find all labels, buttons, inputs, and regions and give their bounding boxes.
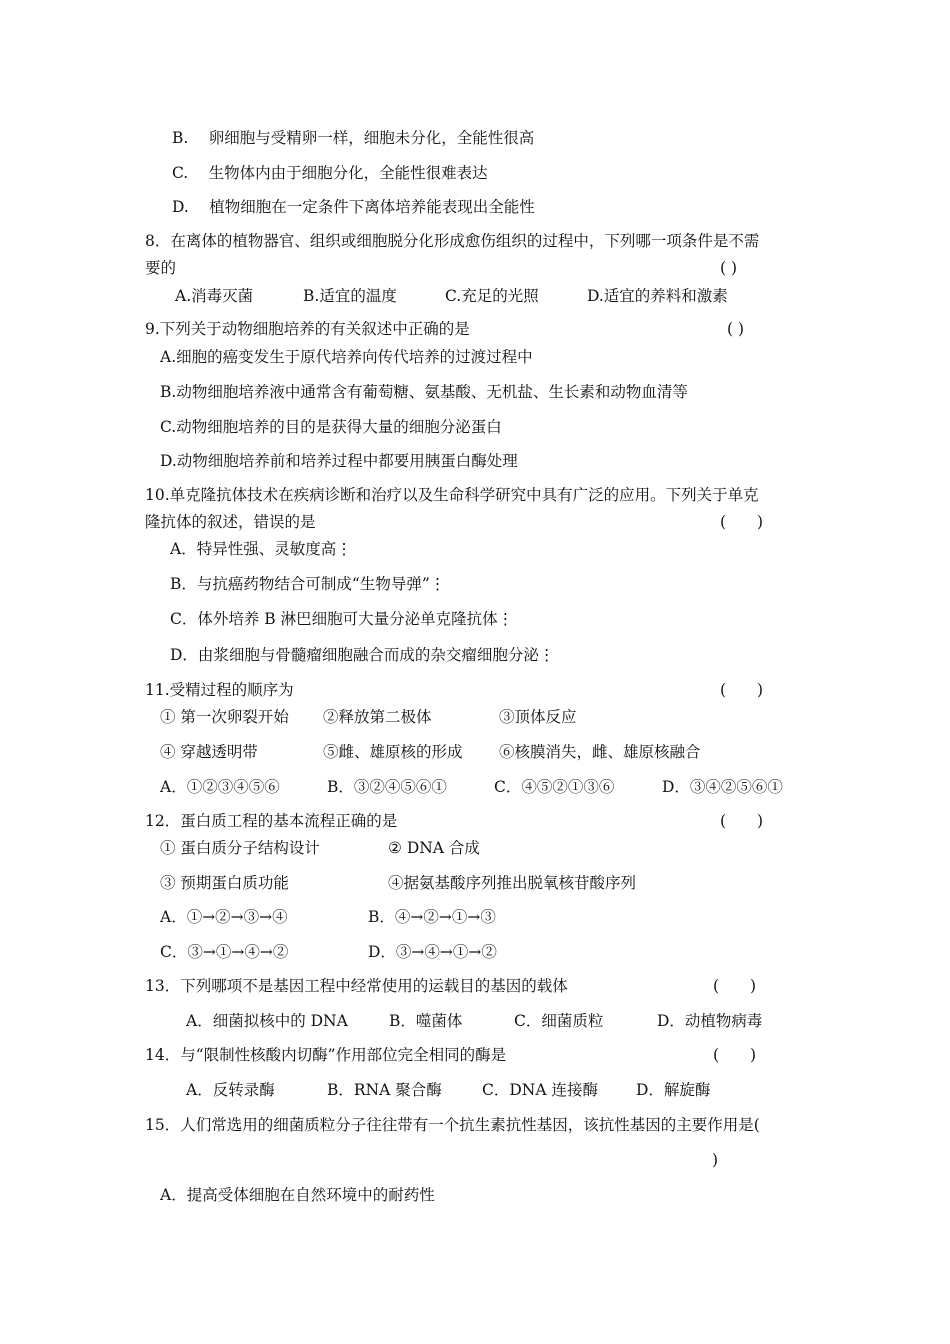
q9-option-a: A.细胞的癌变发生于原代培养向传代培养的过渡过程中 bbox=[160, 348, 533, 366]
q10-answer-paren: ( ) bbox=[720, 513, 764, 531]
q11-option-c: C．④⑤②①③⑥ bbox=[494, 778, 615, 796]
q11-stem: 11.受精过程的顺序为 bbox=[145, 681, 294, 699]
q11-step-3: ③顶体反应 bbox=[499, 708, 577, 726]
q10-stem-line1: 10.单克隆抗体技术在疾病诊断和治疗以及生命科学研究中具有广泛的应用。下列关于单克 bbox=[145, 486, 759, 504]
q14-option-b: B．RNA 聚合酶 bbox=[327, 1081, 442, 1099]
q15-option-a: A．提高受体细胞在自然环境中的耐药性 bbox=[160, 1186, 435, 1204]
q9-stem: 9.下列关于动物细胞培养的有关叙述中正确的是 bbox=[145, 320, 470, 338]
q7-option-c: C. 生物体内由于细胞分化，全能性很难表达 bbox=[172, 164, 488, 182]
q15-answer-paren-close: ) bbox=[712, 1151, 719, 1169]
q8-option-c: C.充足的光照 bbox=[445, 287, 539, 305]
q13-option-b: B．噬菌体 bbox=[389, 1012, 463, 1030]
q12-option-a: A．①→②→③→④ bbox=[160, 908, 288, 926]
q12-step-2: ② DNA 合成 bbox=[388, 839, 480, 857]
q11-step-2: ②释放第二极体 bbox=[323, 708, 432, 726]
q14-answer-paren: ( ) bbox=[713, 1046, 757, 1064]
q10-option-a: A．特异性强、灵敏度高⋮ bbox=[170, 540, 352, 558]
q11-step-6: ⑥核膜消失，雌、雄原核融合 bbox=[499, 743, 701, 761]
q11-step-5: ⑤雌、雄原核的形成 bbox=[323, 743, 463, 761]
q9-option-d: D.动物细胞培养前和培养过程中都要用胰蛋白酶处理 bbox=[160, 452, 518, 470]
q13-answer-paren: ( ) bbox=[713, 977, 757, 995]
q14-option-c: C．DNA 连接酶 bbox=[482, 1081, 598, 1099]
q8-option-d: D.适宜的养料和激素 bbox=[587, 287, 728, 305]
q12-step-3: ③ 预期蛋白质功能 bbox=[160, 874, 289, 892]
q9-answer-paren: ( ) bbox=[727, 320, 745, 338]
q11-option-d: D．③④②⑤⑥① bbox=[662, 778, 783, 796]
q10-option-b: B．与抗癌药物结合可制成“生物导弹”⋮ bbox=[170, 575, 446, 593]
q9-option-b: B.动物细胞培养液中通常含有葡萄糖、氨基酸、无机盐、生长素和动物血清等 bbox=[160, 383, 688, 401]
q8-stem-line1: 8．在离体的植物器官、组织或细胞脱分化形成愈伤组织的过程中，下列哪一项条件是不需 bbox=[145, 232, 760, 250]
q14-option-a: A．反转录酶 bbox=[186, 1081, 275, 1099]
q7-option-d: D. 植物细胞在一定条件下离体培养能表现出全能性 bbox=[172, 198, 535, 216]
q10-option-c: C．体外培养 B 淋巴细胞可大量分泌单克隆抗体⋮ bbox=[170, 610, 514, 628]
q12-option-b: B．④→②→①→③ bbox=[368, 908, 496, 926]
q12-option-c: C．③→①→④→② bbox=[160, 943, 289, 961]
q12-step-4: ④据氨基酸序列推出脱氧核苷酸序列 bbox=[388, 874, 637, 892]
q11-option-b: B．③②④⑤⑥① bbox=[327, 778, 447, 796]
q13-option-a: A．细菌拟核中的 DNA bbox=[186, 1012, 348, 1030]
q7-option-b: B. 卵细胞与受精卵一样，细胞未分化，全能性很高 bbox=[172, 129, 535, 147]
q10-option-d: D．由浆细胞与骨髓瘤细胞融合而成的杂交瘤细胞分泌⋮ bbox=[170, 646, 555, 664]
q11-answer-paren: ( ) bbox=[720, 681, 764, 699]
q10-stem-line2: 隆抗体的叙述，错误的是 bbox=[145, 513, 316, 531]
q14-stem: 14．与“限制性核酸内切酶”作用部位完全相同的酶是 bbox=[145, 1046, 507, 1064]
q15-stem: 15．人们常选用的细菌质粒分子往往带有一个抗生素抗性基因，该抗性基因的主要作用是( bbox=[145, 1116, 760, 1134]
q13-option-c: C．细菌质粒 bbox=[514, 1012, 604, 1030]
q11-option-a: A．①②③④⑤⑥ bbox=[160, 778, 280, 796]
q13-stem: 13．下列哪项不是基因工程中经常使用的运载目的基因的载体 bbox=[145, 977, 568, 995]
q14-option-d: D．解旋酶 bbox=[636, 1081, 711, 1099]
q8-option-a: A.消毒灭菌 bbox=[175, 287, 254, 305]
q13-option-d: D．动植物病毒 bbox=[657, 1012, 763, 1030]
q12-option-d: D．③→④→①→② bbox=[368, 943, 497, 961]
q8-option-b: B.适宜的温度 bbox=[303, 287, 397, 305]
q12-answer-paren: ( ) bbox=[720, 812, 764, 830]
q12-step-1: ① 蛋白质分子结构设计 bbox=[160, 839, 320, 857]
q11-step-4: ④ 穿越透明带 bbox=[160, 743, 258, 761]
q8-stem-line2: 要的 bbox=[145, 259, 177, 277]
q9-option-c: C.动物细胞培养的目的是获得大量的细胞分泌蛋白 bbox=[160, 418, 502, 436]
q12-stem: 12．蛋白质工程的基本流程正确的是 bbox=[145, 812, 398, 830]
q8-answer-paren: ( ) bbox=[720, 259, 738, 277]
q11-step-1: ① 第一次卵裂开始 bbox=[160, 708, 289, 726]
